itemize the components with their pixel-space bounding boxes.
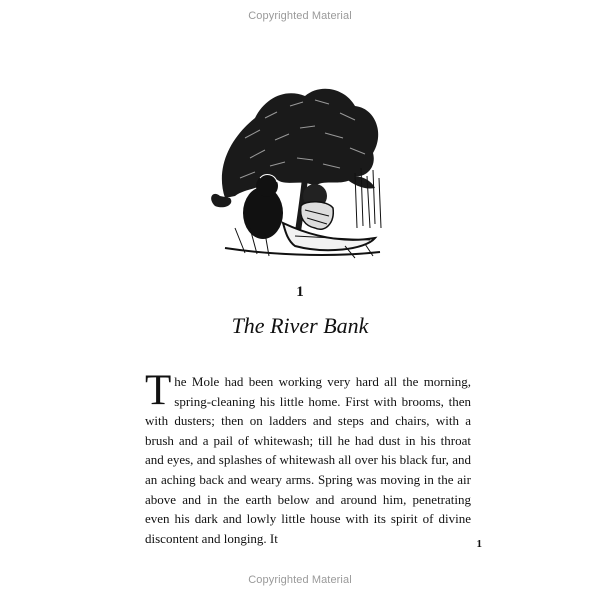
drop-cap: T: [145, 367, 172, 414]
page-number: 1: [476, 538, 482, 550]
paragraph-text: he Mole had been working very hard all the morning, spring-cleaning his little home. First with brooms, then with dusters; then on ladders and steps and chairs, with a brush and a pail of whitewash; till he had dust in his throat and eyes, and splashes of whitewash all over his black fur, and an aching back and weary arms. Spring was moving in the air above and in the earth below and around him, penetrating even his dark and lowly little house with its spirit of divine discontent and longing. It: [145, 374, 471, 546]
chapter-number: 1: [296, 284, 304, 300]
chapter-title: The River Bank: [231, 313, 369, 338]
copyright-watermark-top: Copyrighted Material: [248, 10, 352, 22]
copyright-watermark-bottom: Copyrighted Material: [248, 574, 352, 586]
body-paragraph: [145, 367, 471, 548]
chapter-illustration: [205, 78, 395, 260]
engraving-illustration-icon: [205, 78, 395, 260]
